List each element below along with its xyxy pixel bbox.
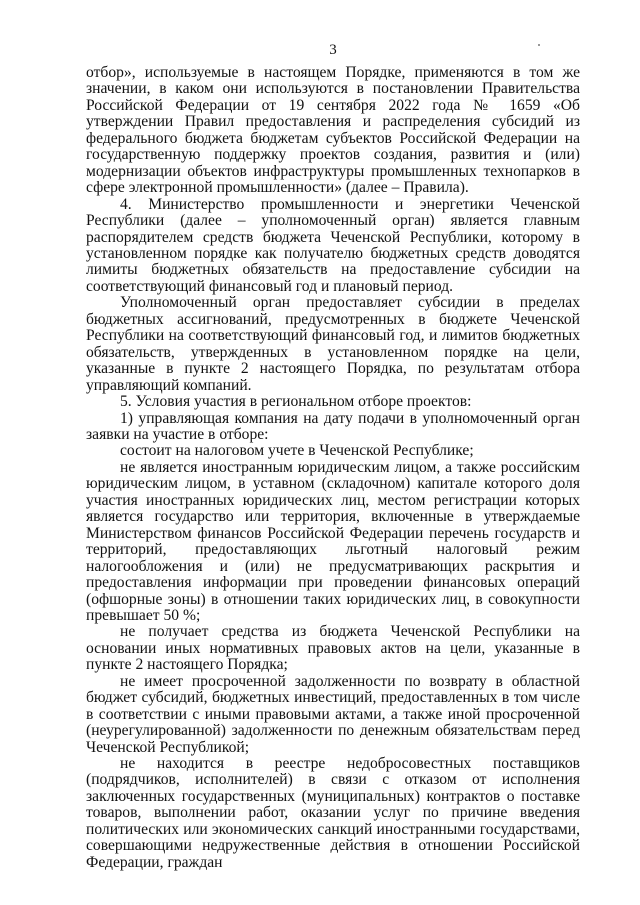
paragraph-item-5: 5. Условия участия в региональном отборе проектов: <box>120 393 472 411</box>
paragraph-no-overdue-debt: не имеет просроченной задолженности по возврату в областной бюджет субсидий, бюджетных инвестиций, предоставленных в том числе в соответствии с иными правовыми актами, а также иной просроченной (неурегулированной) задолженности по денежным обязательствам перед Чеченской Республикой; <box>86 672 580 756</box>
page-number: 3 <box>329 42 337 58</box>
paragraph-tax-registration: состоит на налоговом учете в Чеченской Республике; <box>120 442 474 460</box>
paragraph-definitions: отбор», используемые в настоящем Порядке, применяются в том же значении, в каком они используются в постановлении Правительства Российской Федерации от 19 сентября 2022 года № 1659 «Об утверждении Правил предоставления и распределения субсидий из федерального бюджета бюджетам субъектов Российской Федерации на государственную поддержку проектов создания, развития и (или) модернизации объектов инфраструктуры промышленных технопарков в сфере электронной промышленности» (далее – Правила). <box>86 64 580 197</box>
paragraph-subitem-1: 1) управляющая компания на дату подачи в уполномоченный орган заявки на участие в отборе: <box>86 409 580 443</box>
document-page <box>86 38 580 871</box>
paragraph-no-other-funding: не получает средства из бюджета Чеченской Республики на основании иных нормативных правовых актов на цели, указанные в пункте 2 настоящего Порядка; <box>86 623 580 674</box>
paragraph-item-4: 4. Министерство промышленности и энергетики Чеченской Республики (далее – уполномоченный орган) является главным распорядителем средств бюджета Чеченской Республики, которому в установленном порядке как получателю бюджетных средств доводятся лимиты бюджетных обязательств на предоставление субсидии на соответствующий финансовый год и плановый период. <box>86 195 580 295</box>
paragraph-authorized-body: Уполномоченный орган предоставляет субсидии в пределах бюджетных ассигнований, предусмотренных в бюджете Чеченской Республики на соответствующий финансовый год, и лимитов бюджетных обязательств, утвержденных в установленном порядке на цели, указанные в пункте 2 настоящего Порядка, по результатам отбора управляющий компаний. <box>86 294 580 394</box>
paragraph-not-in-registry: не находится в реестре недобросовестных поставщиков (подрядчиков, исполнителей) в связи с отказом от исполнения заключенных государственных (муниципальных) контрактов о поставке товаров, выполнении работ, оказании услуг по причине введения политических или экономических санкций иностранными государствами, совершающими недружественные действия в отношении Российской Федерации, граждан <box>86 755 580 871</box>
paragraph-not-foreign-entity: не является иностранным юридическим лицом, а также российским юридическим лицом, в уставном (складочном) капитале которого доля участия иностранных юридических лиц, местом регистрации которых является государство или территория, включенные в утверждаемые Министерством финансов Российской Федерации перечень государств и территорий, предоставляющих льготный налоговый режим налогообложения и (или) не предусматривающих раскрытия и предоставления информации при проведении финансовых операций (офшорные зоны) в отношении таких юридических лиц, в совокупности превышает 50 %; <box>86 458 580 624</box>
